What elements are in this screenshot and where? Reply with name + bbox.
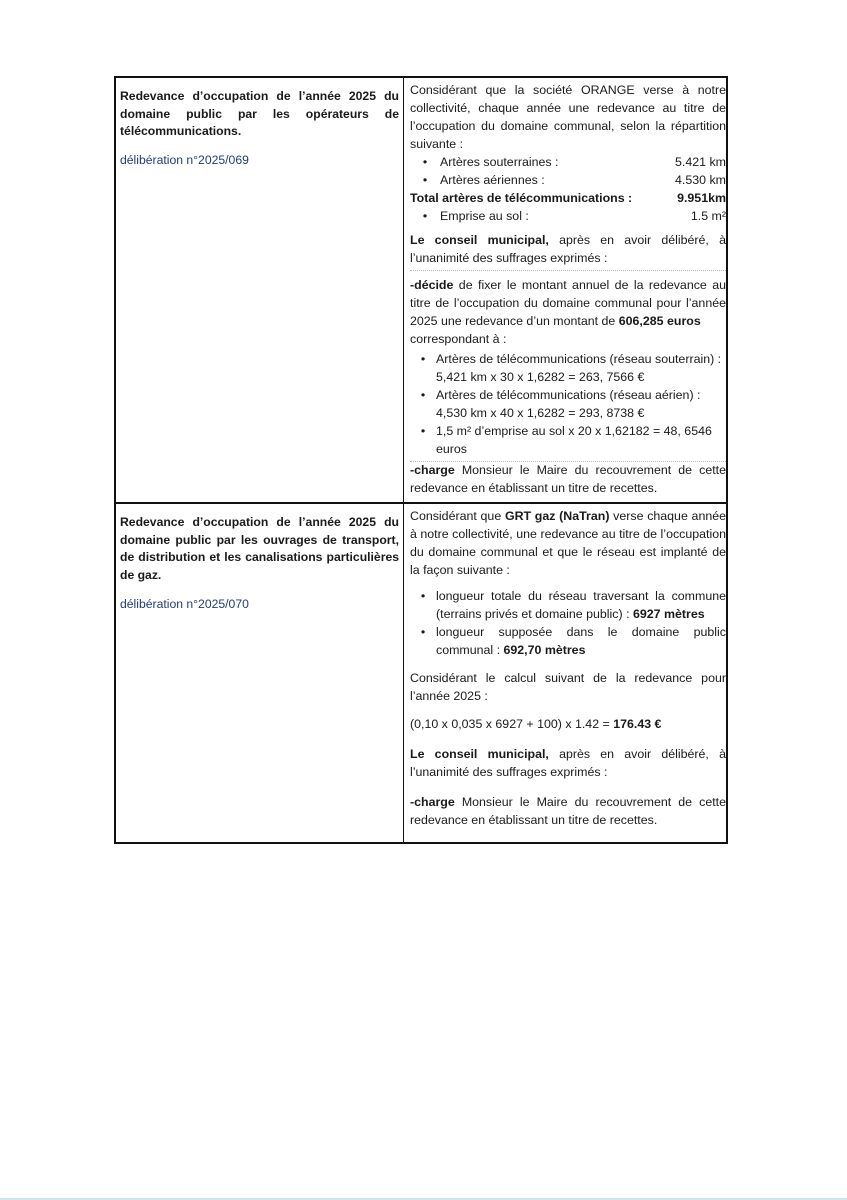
bullet-icon: • <box>422 154 428 169</box>
network-list <box>410 154 726 226</box>
decision-paragraph: -décide de fixer le montant annuel de la redevance au titre de l’occupation du domaine communal pour l’année 2025 une redevance d’un montant de 606,285 euros correspondant à : <box>410 277 726 346</box>
list-item: • Artères de télécommunications (réseau aérien) : 4,530 km x 40 x 1,6282 = 293, 8738 € <box>410 387 726 423</box>
bullet-icon: • <box>422 172 428 187</box>
detail-list <box>410 351 726 459</box>
deliberations-table <box>114 76 728 844</box>
list-item: • 1,5 m² d’emprise au sol x 20 x 1,62182 = 48, 6546 euros <box>410 423 726 459</box>
network-list <box>410 588 726 660</box>
list-item: • Artères aériennes : 4.530 km <box>410 172 726 190</box>
total-line: Total artères de télécommunications : 9.951km <box>410 190 726 205</box>
intro-paragraph: Considérant que GRT gaz (NaTran) verse chaque année à notre collectivité, une redevance au titre de l’occupation du domaine communal et que le réseau est implanté de la façon suivante : <box>410 509 727 577</box>
list-item: • longueur totale du réseau traversant la commune (terrains privés et domaine public) : 6927 mètres <box>410 588 726 624</box>
council-paragraph: Le conseil municipal, après en avoir délibéré, à l’unanimité des suffrages exprimés : <box>410 232 726 265</box>
row-title: Redevance d’occupation de l’année 2025 du domaine public par les opérateurs de télécommunications. <box>120 89 399 139</box>
list-item: • longueur supposée dans le domaine public communal : 692,70 mètres <box>410 624 726 660</box>
list-item: • Artères de télécommunications (réseau souterrain) : 5,421 km x 30 x 1,6282 = 263, 7566 € <box>410 351 726 387</box>
list-item: • Artères souterraines : 5.421 km <box>410 154 726 172</box>
row-subject-cell <box>116 78 404 502</box>
bullet-icon: • <box>420 351 426 366</box>
intro-paragraph: Considérant que la société ORANGE verse à notre collectivité, chaque année une redevance au titre de l’occupation du domaine communal, selon la répartition suivante : <box>410 83 726 151</box>
council-paragraph: Le conseil municipal, après en avoir délibéré, à l’unanimité des suffrages exprimés : <box>410 746 726 779</box>
row-title: Redevance d’occupation de l’année 2025 du domaine public par les ouvrages de transport, de distribution et les canalisations particulières de gaz. <box>120 515 399 583</box>
list-item: • Emprise au sol : 1.5 m² <box>410 208 726 226</box>
bullet-icon: • <box>420 387 426 402</box>
bullet-icon: • <box>422 208 428 223</box>
table-row <box>116 502 726 842</box>
formula: (0,10 x 0,035 x 6927 + 100) x 1.42 = 176.43 € <box>410 716 662 731</box>
bullet-icon: • <box>420 624 426 639</box>
calc-intro: Considérant le calcul suivant de la redevance pour l’année 2025 : <box>410 670 726 703</box>
row-subject-cell <box>116 504 404 842</box>
deliberation-number: délibération n°2025/069 <box>120 153 249 168</box>
bullet-icon: • <box>420 588 426 603</box>
charge-paragraph: -charge Monsieur le Maire du recouvrement de cette redevance en établissant un titre de recettes. <box>410 462 726 495</box>
table-row <box>116 78 726 502</box>
bullet-icon: • <box>420 423 426 438</box>
row-content-cell <box>404 504 726 842</box>
charge-paragraph: -charge Monsieur le Maire du recouvrement de cette redevance en établissant un titre de recettes. <box>410 794 726 827</box>
deliberation-number: délibération n°2025/070 <box>120 596 249 611</box>
row-content-cell <box>404 78 726 502</box>
